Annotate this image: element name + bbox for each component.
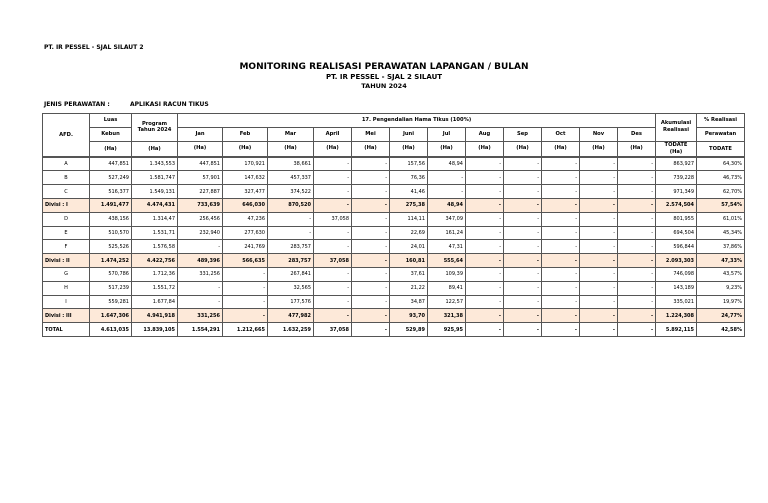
cell-month: - <box>352 267 390 281</box>
cell-month: - <box>223 281 268 295</box>
header-month-jun <box>390 127 428 156</box>
cell-month: 241,769 <box>223 240 268 254</box>
cell-luas: 1.647,306 <box>90 309 132 323</box>
cell-month: 331,256 <box>178 309 223 323</box>
cell-month: - <box>618 254 656 268</box>
cell-afd: Divisi : II <box>43 254 90 268</box>
cell-month: - <box>580 323 618 337</box>
cell-program: 13.839,105 <box>132 323 178 337</box>
cell-afd: B <box>43 171 90 185</box>
cell-month: 283,757 <box>268 240 314 254</box>
cell-akumulasi: 739,228 <box>656 171 697 185</box>
cell-month: 232,940 <box>178 226 223 240</box>
cell-akumulasi: 694,504 <box>656 226 697 240</box>
header-month-des <box>618 127 656 156</box>
table-row <box>43 171 745 185</box>
cell-afd: E <box>43 226 90 240</box>
table-body <box>43 157 745 336</box>
cell-month: - <box>352 212 390 226</box>
cell-month: 321,38 <box>428 309 466 323</box>
cell-month: - <box>542 309 580 323</box>
subtotal-row <box>43 309 745 323</box>
cell-month: - <box>352 226 390 240</box>
cell-month: - <box>314 295 352 309</box>
cell-month: - <box>504 157 542 171</box>
report-subtitle: PT. IR PESSEL - SJAL 2 SILAUT <box>325 73 443 81</box>
cell-month: - <box>178 295 223 309</box>
cell-month: 477,982 <box>268 309 314 323</box>
cell-month: - <box>314 157 352 171</box>
cell-month: 529,89 <box>390 323 428 337</box>
maintenance-type-value: APLIKASI RACUN TIKUS <box>130 101 209 108</box>
cell-program: 1.549,131 <box>132 185 178 199</box>
cell-month: - <box>542 185 580 199</box>
cell-month: - <box>352 171 390 185</box>
maintenance-type <box>44 101 209 108</box>
cell-luas: 516,377 <box>90 185 132 199</box>
header-todate: TODATE (Ha) <box>656 141 697 156</box>
cell-month: - <box>428 171 466 185</box>
cell-month: - <box>466 240 504 254</box>
cell-pct: 47,33% <box>697 254 745 268</box>
cell-month: - <box>466 267 504 281</box>
cell-luas: 1.474,252 <box>90 254 132 268</box>
cell-month: - <box>466 281 504 295</box>
table-header <box>43 114 745 158</box>
cell-month: 37,058 <box>314 254 352 268</box>
cell-month: - <box>580 309 618 323</box>
header-luas: Luas <box>90 114 132 128</box>
cell-pct: 24,77% <box>697 309 745 323</box>
cell-month: - <box>352 281 390 295</box>
cell-month: 47,31 <box>428 240 466 254</box>
cell-month: - <box>542 267 580 281</box>
header-month-aug <box>466 127 504 156</box>
cell-month: - <box>178 240 223 254</box>
header-month-feb <box>223 127 268 156</box>
cell-month: - <box>542 323 580 337</box>
cell-month: 1.632,259 <box>268 323 314 337</box>
cell-month: - <box>223 267 268 281</box>
cell-month: - <box>314 171 352 185</box>
cell-month: - <box>314 226 352 240</box>
header-month-label: April <box>325 131 340 138</box>
cell-month: 93,70 <box>390 309 428 323</box>
table-row <box>43 267 745 281</box>
cell-month: 283,757 <box>268 254 314 268</box>
header-month-unit: (Ha) <box>268 141 313 155</box>
table-row <box>43 226 745 240</box>
cell-month: - <box>618 309 656 323</box>
cell-pct: 45,34% <box>697 226 745 240</box>
cell-program: 1.576,58 <box>132 240 178 254</box>
cell-pct: 64,30% <box>697 157 745 171</box>
cell-month: 37,058 <box>314 323 352 337</box>
cell-month: - <box>618 157 656 171</box>
cell-month: 32,565 <box>268 281 314 295</box>
cell-luas: 510,570 <box>90 226 132 240</box>
cell-month: 277,630 <box>223 226 268 240</box>
header-afd: AFD. <box>43 114 90 157</box>
cell-pct: 62,70% <box>697 185 745 199</box>
cell-month: 160,81 <box>390 254 428 268</box>
header-month-unit: (Ha) <box>504 141 541 155</box>
header-akumulasi-2: Realisasi <box>663 127 690 134</box>
cell-month: 1.212,665 <box>223 323 268 337</box>
cell-program: 4.422,756 <box>132 254 178 268</box>
cell-month: 267,841 <box>268 267 314 281</box>
header-month-unit: (Ha) <box>428 141 465 155</box>
cell-month: 489,396 <box>178 254 223 268</box>
header-month-label: Feb <box>239 131 251 138</box>
header-month-nov <box>580 127 618 156</box>
cell-month: 256,456 <box>178 212 223 226</box>
cell-month: - <box>542 226 580 240</box>
header-month-unit: (Ha) <box>352 141 389 155</box>
header-group: 17. Pengendalian Hama Tikus (100%) <box>178 114 656 128</box>
cell-month: 41,46 <box>390 185 428 199</box>
cell-month: - <box>352 185 390 199</box>
header-month-unit: (Ha) <box>542 141 579 155</box>
cell-month: - <box>314 240 352 254</box>
header-month-label: Nov <box>592 131 605 138</box>
cell-month: - <box>504 185 542 199</box>
cell-month: - <box>580 240 618 254</box>
cell-month: - <box>580 171 618 185</box>
cell-month: - <box>618 212 656 226</box>
cell-month: 157,56 <box>390 157 428 171</box>
cell-month: - <box>542 198 580 212</box>
cell-luas: 517,239 <box>90 281 132 295</box>
cell-month: 447,851 <box>178 157 223 171</box>
cell-month: 566,635 <box>223 254 268 268</box>
header-month-label: Mar <box>284 131 297 138</box>
cell-month: 48,94 <box>428 198 466 212</box>
cell-month: - <box>466 212 504 226</box>
cell-afd: A <box>43 157 90 171</box>
cell-month: - <box>466 171 504 185</box>
cell-month: 21,22 <box>390 281 428 295</box>
cell-month: 109,39 <box>428 267 466 281</box>
cell-month: - <box>504 281 542 295</box>
cell-month: - <box>428 185 466 199</box>
header-month-jul <box>428 127 466 156</box>
cell-month: - <box>314 198 352 212</box>
cell-month: 38,661 <box>268 157 314 171</box>
cell-month: 646,030 <box>223 198 268 212</box>
cell-month: 114,11 <box>390 212 428 226</box>
maintenance-type-label: JENIS PERAWATAN : <box>44 101 110 108</box>
header-luas-unit: (Ha) <box>90 141 132 156</box>
cell-luas: 559,281 <box>90 295 132 309</box>
cell-afd: I <box>43 295 90 309</box>
cell-month: - <box>618 281 656 295</box>
header-month-unit: (Ha) <box>618 141 655 155</box>
cell-month: - <box>580 157 618 171</box>
cell-month: - <box>580 226 618 240</box>
header-pct-todate: TODATE <box>697 141 745 156</box>
cell-akumulasi: 971,349 <box>656 185 697 199</box>
cell-month: - <box>314 267 352 281</box>
header-month-mar <box>268 127 314 156</box>
cell-afd: F <box>43 240 90 254</box>
header-month-label: Des <box>631 131 642 138</box>
cell-pct: 57,54% <box>697 198 745 212</box>
cell-month: - <box>618 198 656 212</box>
cell-month: - <box>580 295 618 309</box>
cell-pct: 37,86% <box>697 240 745 254</box>
cell-month: 122,57 <box>428 295 466 309</box>
header-month-oct <box>542 127 580 156</box>
cell-month: 327,477 <box>223 185 268 199</box>
cell-month: 925,95 <box>428 323 466 337</box>
cell-afd: TOTAL <box>43 323 90 337</box>
cell-month: - <box>580 267 618 281</box>
cell-month: - <box>618 323 656 337</box>
table-row <box>43 281 745 295</box>
cell-month: 161,24 <box>428 226 466 240</box>
cell-program: 1.531,71 <box>132 226 178 240</box>
cell-month: 331,256 <box>178 267 223 281</box>
cell-month: - <box>580 254 618 268</box>
cell-afd: H <box>43 281 90 295</box>
cell-pct: 19,97% <box>697 295 745 309</box>
cell-month: - <box>352 157 390 171</box>
cell-akumulasi: 2.574,504 <box>656 198 697 212</box>
cell-month: 24,01 <box>390 240 428 254</box>
cell-pct: 42,58% <box>697 323 745 337</box>
header-month-unit: (Ha) <box>223 141 267 155</box>
cell-program: 4.474,431 <box>132 198 178 212</box>
cell-month: - <box>466 295 504 309</box>
cell-pct: 43,57% <box>697 267 745 281</box>
cell-month: - <box>542 240 580 254</box>
cell-month: 47,236 <box>223 212 268 226</box>
cell-month: - <box>504 226 542 240</box>
report-year: TAHUN 2024 <box>361 82 407 90</box>
header-month-apr <box>314 127 352 156</box>
header-month-unit: (Ha) <box>178 141 222 155</box>
cell-month: - <box>618 267 656 281</box>
header-program: Program Tahun 2024 <box>132 114 178 142</box>
cell-month: - <box>504 240 542 254</box>
cell-month: - <box>618 295 656 309</box>
cell-month: 870,520 <box>268 198 314 212</box>
cell-akumulasi: 863,927 <box>656 157 697 171</box>
cell-luas: 527,249 <box>90 171 132 185</box>
cell-akumulasi: 143,189 <box>656 281 697 295</box>
cell-luas: 4.613,035 <box>90 323 132 337</box>
cell-month: - <box>466 254 504 268</box>
cell-month: - <box>314 309 352 323</box>
cell-month: - <box>580 198 618 212</box>
cell-month: - <box>223 295 268 309</box>
header-month-label: Jan <box>195 131 205 138</box>
cell-luas: 570,786 <box>90 267 132 281</box>
cell-month: - <box>352 254 390 268</box>
header-month-unit: (Ha) <box>580 141 617 155</box>
cell-program: 1.343,553 <box>132 157 178 171</box>
cell-month: 227,887 <box>178 185 223 199</box>
cell-month: 76,36 <box>390 171 428 185</box>
cell-month: - <box>618 185 656 199</box>
cell-luas: 447,851 <box>90 157 132 171</box>
cell-month: - <box>504 171 542 185</box>
cell-afd: Divisi : I <box>43 198 90 212</box>
header-akumulasi <box>656 114 697 142</box>
cell-month: 57,901 <box>178 171 223 185</box>
cell-month: - <box>268 226 314 240</box>
header-month-unit: (Ha) <box>390 141 427 155</box>
cell-pct: 61,01% <box>697 212 745 226</box>
header-month-label: Mei <box>365 131 376 138</box>
header-akumulasi-1: Akumulasi <box>660 120 692 127</box>
cell-month: 1.554,291 <box>178 323 223 337</box>
cell-month: - <box>580 212 618 226</box>
cell-afd: Divisi : III <box>43 309 90 323</box>
cell-program: 1.551,72 <box>132 281 178 295</box>
cell-month: - <box>466 185 504 199</box>
cell-month: 555,64 <box>428 254 466 268</box>
cell-month: 48,94 <box>428 157 466 171</box>
cell-month: - <box>542 254 580 268</box>
cell-month: - <box>352 240 390 254</box>
cell-month: - <box>542 212 580 226</box>
header-month-label: Aug <box>478 131 491 138</box>
cell-afd: C <box>43 185 90 199</box>
cell-month: - <box>352 198 390 212</box>
cell-month: 34,87 <box>390 295 428 309</box>
cell-month: - <box>504 254 542 268</box>
cell-akumulasi: 1.224,308 <box>656 309 697 323</box>
cell-month: - <box>178 281 223 295</box>
table-row <box>43 185 745 199</box>
cell-month: - <box>580 185 618 199</box>
header-month-label: Oct <box>555 131 566 138</box>
cell-month: - <box>618 226 656 240</box>
cell-month: - <box>542 281 580 295</box>
cell-month: - <box>504 212 542 226</box>
cell-program: 1.581,747 <box>132 171 178 185</box>
cell-month: - <box>542 171 580 185</box>
report-title-block <box>0 62 768 90</box>
cell-month: - <box>618 171 656 185</box>
cell-month: - <box>504 309 542 323</box>
cell-month: - <box>314 281 352 295</box>
table-row <box>43 240 745 254</box>
header-month-label: Juni <box>402 131 415 138</box>
cell-month: - <box>466 157 504 171</box>
cell-month: 89,41 <box>428 281 466 295</box>
cell-month: 170,921 <box>223 157 268 171</box>
cell-month: 374,522 <box>268 185 314 199</box>
cell-month: - <box>580 281 618 295</box>
cell-month: 347,09 <box>428 212 466 226</box>
table-row <box>43 295 745 309</box>
cell-akumulasi: 335,021 <box>656 295 697 309</box>
cell-luas: 438,156 <box>90 212 132 226</box>
cell-akumulasi: 746,098 <box>656 267 697 281</box>
cell-luas: 1.491,477 <box>90 198 132 212</box>
header-perawatan: Perawatan <box>697 127 745 141</box>
cell-month: - <box>504 295 542 309</box>
cell-month: 177,576 <box>268 295 314 309</box>
header-month-jan <box>178 127 223 156</box>
subtotal-row <box>43 198 745 212</box>
report-table <box>42 113 745 337</box>
header-month-label: Jul <box>442 131 451 138</box>
cell-akumulasi: 5.892,115 <box>656 323 697 337</box>
cell-month: - <box>223 309 268 323</box>
cell-month: - <box>504 267 542 281</box>
cell-akumulasi: 596,844 <box>656 240 697 254</box>
subtotal-row <box>43 254 745 268</box>
cell-month: - <box>504 198 542 212</box>
header-month-unit: (Ha) <box>314 141 351 155</box>
cell-month: - <box>466 323 504 337</box>
header-month-mei <box>352 127 390 156</box>
report-title: MONITORING REALISASI PERAWATAN LAPANGAN / BULAN <box>239 62 529 72</box>
total-row <box>43 323 745 337</box>
cell-month: - <box>466 226 504 240</box>
header-month-label: Sep <box>517 131 528 138</box>
cell-month: 37,61 <box>390 267 428 281</box>
table-row <box>43 157 745 171</box>
cell-afd: G <box>43 267 90 281</box>
cell-month: - <box>618 240 656 254</box>
cell-month: - <box>268 212 314 226</box>
cell-month: - <box>466 198 504 212</box>
cell-month: 22,69 <box>390 226 428 240</box>
cell-month: - <box>504 323 542 337</box>
cell-program: 1.677,84 <box>132 295 178 309</box>
cell-month: - <box>352 309 390 323</box>
cell-month: - <box>314 185 352 199</box>
cell-month: - <box>352 295 390 309</box>
table-row <box>43 212 745 226</box>
cell-program: 1.712,36 <box>132 267 178 281</box>
cell-month: - <box>352 323 390 337</box>
company-name: PT. IR PESSEL - SJAL SILAUT 2 <box>44 44 144 51</box>
cell-month: 37,058 <box>314 212 352 226</box>
cell-month: - <box>542 295 580 309</box>
cell-akumulasi: 2.093,303 <box>656 254 697 268</box>
cell-akumulasi: 801,955 <box>656 212 697 226</box>
cell-month: 275,38 <box>390 198 428 212</box>
header-pct: % Realisasi <box>697 114 745 128</box>
cell-pct: 9,23% <box>697 281 745 295</box>
header-month-unit: (Ha) <box>466 141 503 155</box>
cell-luas: 525,526 <box>90 240 132 254</box>
cell-program: 4.941,918 <box>132 309 178 323</box>
header-month-sep <box>504 127 542 156</box>
cell-month: 733,639 <box>178 198 223 212</box>
cell-month: - <box>542 157 580 171</box>
cell-month: 147,632 <box>223 171 268 185</box>
cell-afd: D <box>43 212 90 226</box>
header-program-unit: (Ha) <box>132 141 178 156</box>
cell-month: 457,337 <box>268 171 314 185</box>
header-kebun: Kebun <box>90 127 132 141</box>
cell-pct: 46,73% <box>697 171 745 185</box>
cell-month: - <box>466 309 504 323</box>
cell-program: 1.314,47 <box>132 212 178 226</box>
